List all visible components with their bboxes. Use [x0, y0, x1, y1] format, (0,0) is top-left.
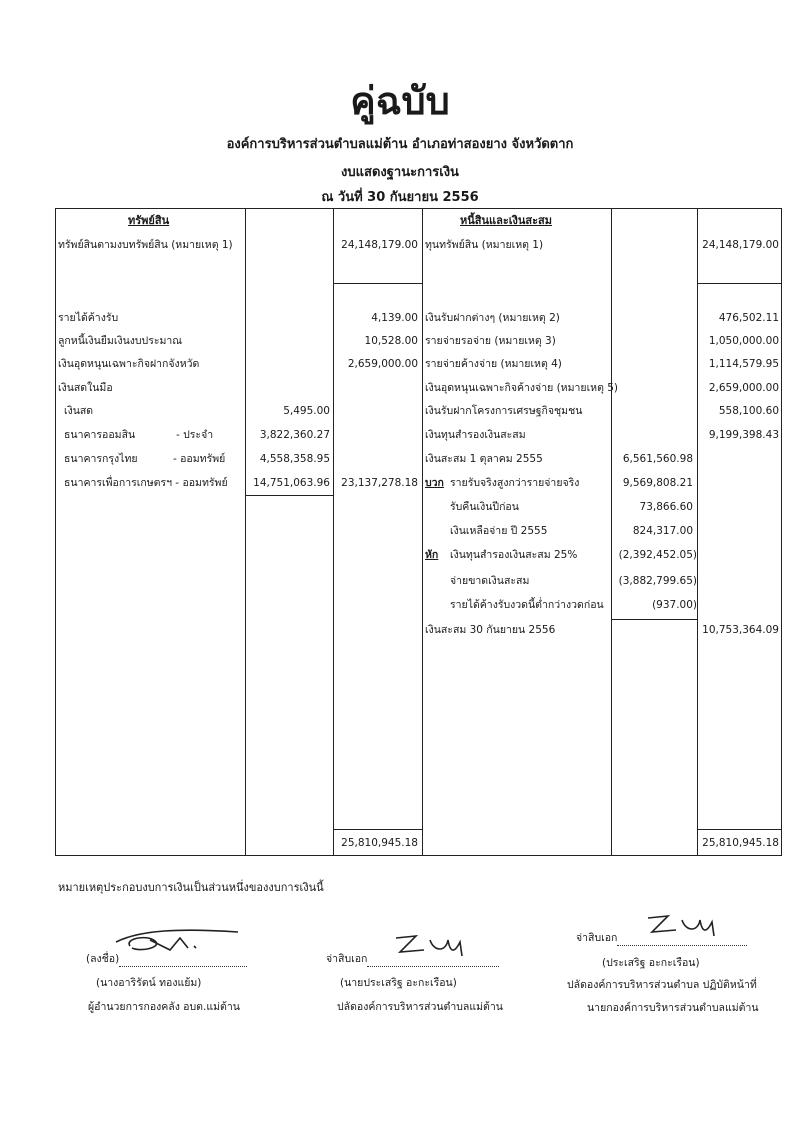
cash-label: เงินสดในมือ — [58, 382, 113, 394]
cash-item-suffix: - ออมทรัพย์ — [173, 453, 226, 465]
liability-row-label: เงินทุนสำรองเงินสะสม — [425, 429, 526, 441]
subsidy-label: เงินอุดหนุนเฉพาะกิจฝากจังหวัด — [58, 358, 200, 370]
signer-3-name: (ประเสริฐ อะกะเรือน) — [602, 957, 700, 969]
footer-note: หมายเหตุประกอบงบการเงินเป็นส่วนหนึ่งของงบการเงินนี้ — [58, 881, 324, 894]
cash-item-value: 3,822,360.27 — [259, 429, 330, 441]
plus-item-label: รับคืนเงินปีก่อน — [450, 501, 519, 513]
liability-row-value: 9,199,398.43 — [708, 429, 779, 441]
signer-3-line — [576, 929, 747, 946]
liability-row-value: 558,100.60 — [718, 405, 779, 417]
assets-heading: ทรัพย์สิน — [128, 214, 170, 227]
accum-end-label: เงินสะสม 30 กันยายน 2556 — [425, 624, 556, 636]
plus-item-value: 73,866.60 — [639, 501, 693, 513]
minus-item-label: รายได้ค้างรับงวดนี้ต่ำกว่างวดก่อน — [450, 599, 604, 611]
signer-2-prefix: จ่าสิบเอก — [326, 953, 368, 965]
plus-item-label: เงินเหลือจ่าย ปี 2555 — [450, 525, 548, 537]
signer-3-position-2: นายกองค์การบริหารส่วนตำบลแม่ต้าน — [587, 1002, 759, 1014]
minus-item-value: (937.00) — [652, 599, 697, 611]
minus-item-label: จ่ายขาดเงินสะสม — [450, 575, 530, 587]
cash-total-value: 23,137,278.18 — [341, 477, 418, 489]
minus-item-value: (3,882,799.65) — [618, 575, 697, 587]
signer-2-position: ปลัดองค์การบริหารส่วนตำบลแม่ต้าน — [337, 1001, 503, 1013]
liability-row-value: 2,659,000.00 — [708, 382, 779, 394]
liability-row-value: 476,502.11 — [718, 312, 779, 324]
liability-row-value: 1,050,000.00 — [708, 335, 779, 347]
signer-2-name: (นายประเสริฐ อะกะเรือน) — [340, 977, 457, 989]
cash-item-label: ธนาคารออมสิน — [64, 429, 136, 441]
organization-name: องค์การบริหารส่วนตำบลแม่ต้าน อำเภอท่าสองยาง จังหวัดตาก — [226, 137, 574, 152]
accum-start-value: 6,561,560.98 — [622, 453, 693, 465]
document-title: คู่ฉบับ — [350, 79, 450, 123]
liability-row-label: รายจ่ายค้างจ่าย (หมายเหตุ 4) — [425, 358, 562, 370]
cash-item-value: 5,495.00 — [283, 405, 330, 417]
cash-item-label: ธนาคารกรุงไทย — [64, 453, 138, 465]
liability-row-label: เงินอุดหนุนเฉพาะกิจค้างจ่าย (หมายเหตุ 5) — [425, 382, 619, 394]
liability-row-label: รายจ่ายรอจ่าย (หมายเหตุ 3) — [425, 335, 556, 347]
accum-end-value: 10,753,364.09 — [702, 624, 779, 636]
signer-3-prefix: จ่าสิบเอก — [576, 932, 618, 944]
cash-item-suffix: - ประจำ — [176, 429, 214, 441]
plus-label: บวก — [425, 477, 444, 489]
fixed-assets-label: ทรัพย์สินตามงบทรัพย์สิน (หมายเหตุ 1) — [58, 239, 233, 251]
receivable-value: 4,139.00 — [371, 312, 418, 324]
accum-start-label: เงินสะสม 1 ตุลาคม 2555 — [425, 453, 543, 465]
plus-item-value: 824,317.00 — [632, 525, 693, 537]
loan-label: ลูกหนี้เงินยืมเงินงบประมาณ — [58, 335, 183, 347]
fixed-assets-value: 24,148,179.00 — [341, 239, 418, 251]
cash-item-value: 4,558,358.95 — [259, 453, 330, 465]
statement-title: งบแสดงฐานะการเงิน — [341, 165, 459, 180]
minus-label: หัก — [425, 549, 439, 561]
signer-1-name: (นางอาริรัตน์ ทองแย้ม) — [96, 977, 202, 989]
minus-item-value: (2,392,452.05) — [618, 549, 697, 561]
cash-item-value: 14,751,063.96 — [253, 477, 330, 489]
signer-3-position: ปลัดองค์การบริหารส่วนตำบล ปฏิบัติหน้าที่ — [567, 979, 757, 991]
signer-1-line — [86, 950, 247, 967]
assets-grand-total: 25,810,945.18 — [341, 837, 418, 849]
capital-value: 24,148,179.00 — [702, 239, 779, 251]
plus-item-value: 9,569,808.21 — [622, 477, 693, 489]
statement-date: ณ วันที่ 30 กันยายน 2556 — [321, 190, 479, 205]
capital-label: ทุนทรัพย์สิน (หมายเหตุ 1) — [425, 239, 544, 251]
signer-2-line — [326, 950, 499, 967]
loan-value: 10,528.00 — [364, 335, 418, 347]
liabilities-grand-total: 25,810,945.18 — [702, 837, 779, 849]
signer-1-prefix: (ลงชื่อ) — [86, 953, 120, 965]
liabilities-heading: หนี้สินและเงินสะสม — [460, 214, 552, 227]
cash-item-label: เงินสด — [64, 405, 94, 417]
cash-item-label: ธนาคารเพื่อการเกษตรฯ - ออมทรัพย์ — [64, 477, 228, 489]
receivable-label: รายได้ค้างรับ — [58, 312, 119, 324]
minus-item-label: เงินทุนสำรองเงินสะสม 25% — [450, 549, 578, 561]
liability-row-label: เงินรับฝากโครงการเศรษฐกิจชุมชน — [425, 405, 583, 417]
signer-1-position: ผู้อำนวยการกองคลัง อบต.แม่ต้าน — [88, 1001, 240, 1013]
liability-row-label: เงินรับฝากต่างๆ (หมายเหตุ 2) — [425, 312, 560, 324]
liability-row-value: 1,114,579.95 — [708, 358, 779, 370]
subsidy-value: 2,659,000.00 — [347, 358, 418, 370]
plus-item-label: รายรับจริงสูงกว่ารายจ่ายจริง — [450, 477, 580, 489]
